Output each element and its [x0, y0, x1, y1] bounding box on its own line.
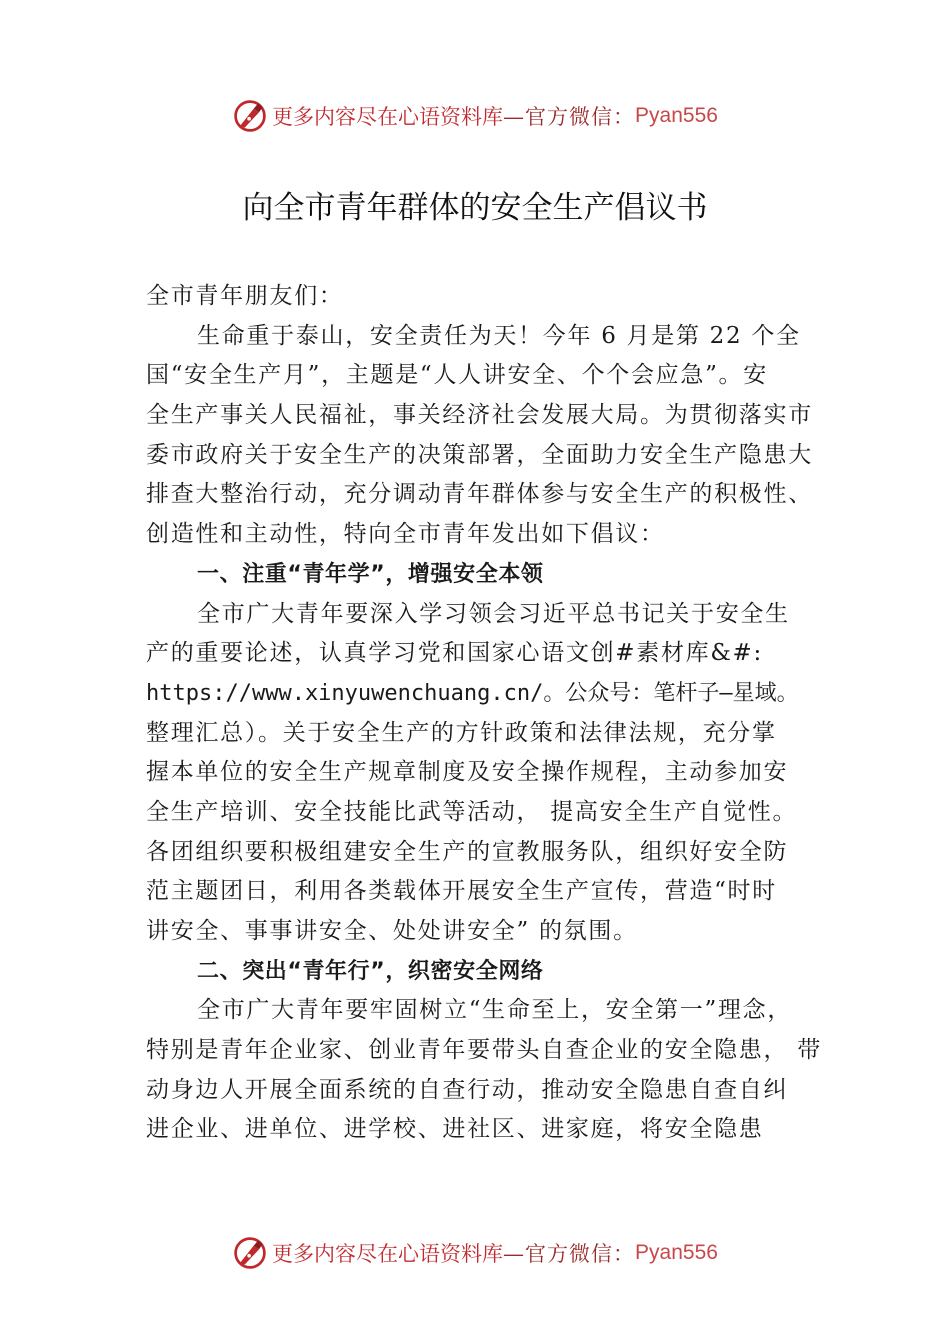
banner-brand-text: 更多内容尽在心语资料库: [272, 1242, 504, 1266]
pen-nib-seal-icon: [232, 1235, 268, 1271]
paragraph-line-url: https://www.xinyuwenchuang.cn/。公众号：笔杆子—星域。: [146, 680, 799, 706]
paragraph-line: 进企业、进单位、进学校、进社区、进家庭，将安全隐患: [146, 1116, 764, 1143]
paragraph-line: 特别是青年企业家、创业青年要带头自查企业的安全隐患， 带: [146, 1037, 822, 1064]
paragraph-line: 各团组织要积极组建安全生产的宣教服务队，组织好安全防: [146, 838, 789, 865]
salutation: 全市青年朋友们：: [146, 283, 344, 309]
paragraph-line: 整理汇总）。关于安全生产的方针政策和法律法规，充分掌: [146, 719, 777, 746]
paragraph-line: 全市广大青年要深入学习领会习近平总书记关于安全生: [197, 600, 790, 627]
paragraph-line: 排查大整治行动，充分调动青年群体参与安全生产的积极性、: [146, 481, 813, 508]
paragraph-line: 国“安全生产月”，主题是“人人讲安全、个个会应急”。安: [146, 362, 768, 389]
paragraph-line: 全市广大青年要牢固树立“生命至上，安全第一”理念，: [197, 997, 793, 1024]
paragraph-line: 讲安全、事事讲安全、处处讲安全” 的氛围。: [146, 918, 638, 944]
section-heading-2: 二、突出“青年行”，织密安全网络: [197, 958, 544, 984]
banner-wechat-id: Pyan556: [635, 104, 718, 127]
paragraph-line: 产的重要论述，认真学习党和国家心语文创#素材库&#:: [146, 640, 763, 667]
paragraph-line: 全生产培训、安全技能比武等活动， 提高安全生产自觉性。: [146, 798, 798, 825]
banner-wechat-id: Pyan556: [635, 1241, 718, 1264]
paragraph-line: 生命重于泰山，安全责任为天！今年 6 月是第 22 个全: [197, 322, 801, 349]
document-body: [146, 277, 826, 1150]
paragraph-line: 创造性和主动性，特向全市青年发出如下倡议：: [146, 521, 665, 548]
section-heading-1: 一、注重“青年学”，增强安全本领: [197, 561, 544, 587]
banner-official-text: —官方微信：: [503, 1242, 636, 1266]
banner-official-text: —官方微信：: [503, 105, 636, 129]
paragraph-line: 握本单位的安全生产规章制度及安全操作规程，主动参加安: [146, 759, 789, 786]
pen-nib-seal-icon: [232, 98, 268, 134]
document-title: 向全市青年群体的安全生产倡议书: [242, 190, 708, 226]
header-banner: [0, 94, 950, 138]
paragraph-line: 动身边人开展全面系统的自查行动，推动安全隐患自查自纠: [146, 1076, 789, 1103]
paragraph-line: 范主题团日，利用各类载体开展安全生产宣传，营造“时时: [146, 878, 777, 905]
banner-brand-text: 更多内容尽在心语资料库: [272, 105, 504, 129]
paragraph-line: 全生产事关人民福祉，事关经济社会发展大局。为贯彻落实市: [146, 402, 813, 429]
footer-banner: [0, 1231, 950, 1275]
paragraph-line: 委市政府关于安全生产的决策部署，全面助力安全生产隐患大: [146, 441, 813, 468]
